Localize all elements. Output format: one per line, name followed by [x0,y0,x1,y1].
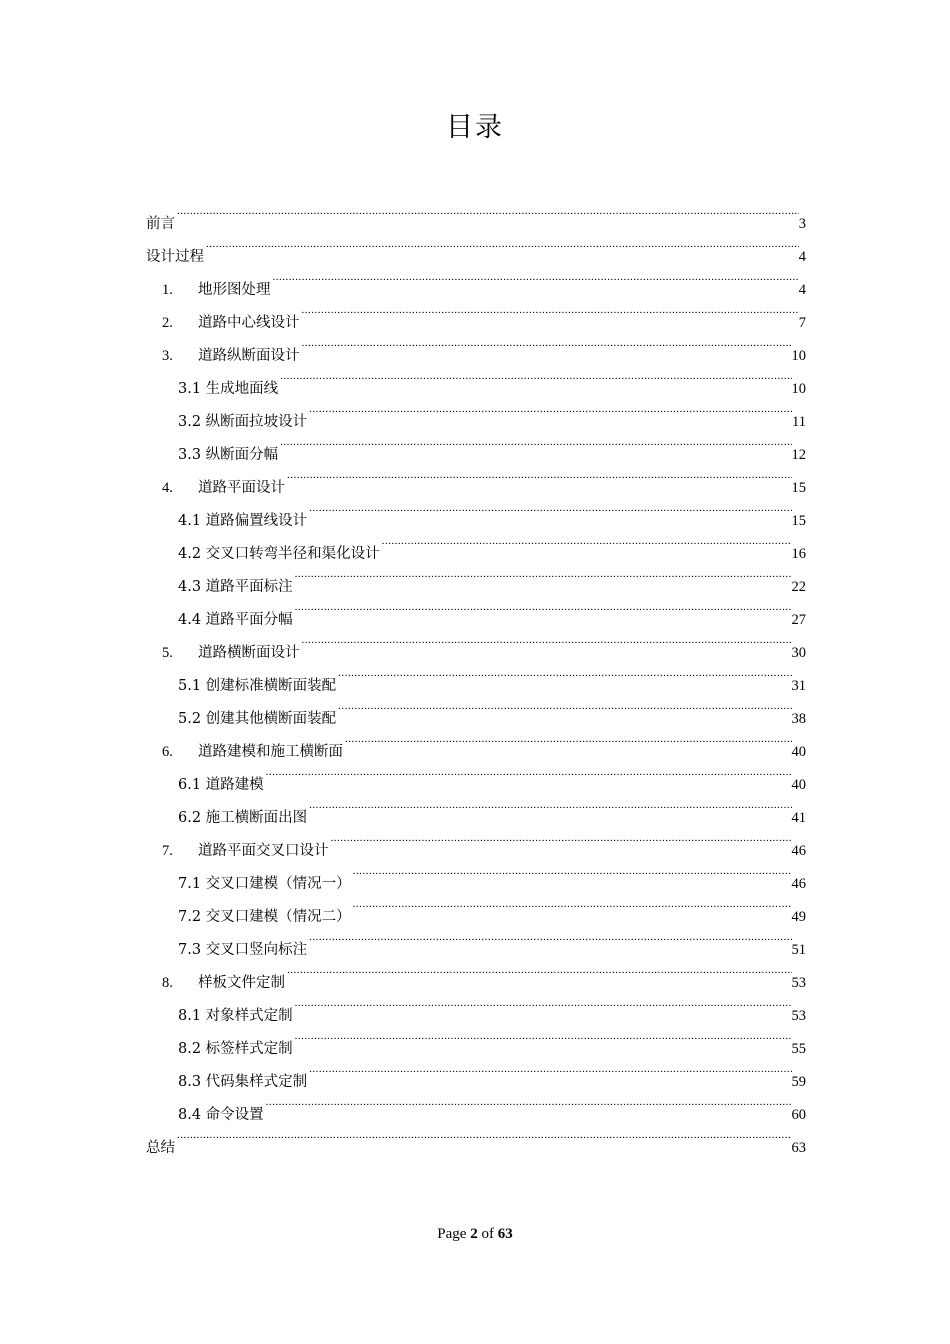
toc-entry-page: 4 [798,249,806,265]
toc-entry-number: 4. [162,480,173,496]
toc-entry-label: 7.2 交叉口建模（情况二） [178,909,351,925]
toc-entry-label: 前言 [146,216,175,232]
toc-entry-label: 3.2 纵断面拉坡设计 [178,414,308,430]
toc-entry-page: 4 [798,282,806,298]
toc-entry-label: 4.2 交叉口转弯半径和渠化设计 [178,546,380,562]
toc-dot-leader [177,195,799,228]
toc-dot-leader [295,591,792,624]
toc-entry-label: 5.2 创建其他横断面装配 [178,711,337,727]
toc-entry-label: 7.3 交叉口竖向标注 [178,942,308,958]
toc-dot-leader [302,294,799,327]
toc-dot-leader [309,1053,791,1086]
toc-entry-page: 10 [791,348,806,364]
toc-entry-label: 地形图处理 [198,282,271,298]
toc-dot-leader [287,459,792,492]
toc-dot-leader [280,360,791,393]
toc-entry-page: 31 [791,678,806,694]
toc-entry-label: 6.2 施工横断面出图 [178,810,308,826]
toc-entry-number: 1. [162,282,173,298]
toc-entry-label: 样板文件定制 [198,975,285,991]
toc-entry-label: 总结 [146,1140,175,1156]
toc-dot-leader [295,987,792,1020]
toc-entry-page: 41 [791,810,806,826]
page-title: 目录 [446,112,504,143]
toc-entry-page: 60 [791,1107,806,1123]
toc-entry-page: 40 [791,777,806,793]
page-footer [0,1226,950,1243]
toc-entry[interactable] [146,1119,806,1156]
toc-entry-label: 7.1 交叉口建模（情况一） [178,876,351,892]
toc-entry-page: 10 [791,381,806,397]
toc-entry-page: 59 [791,1074,806,1090]
toc-entry-label: 8.3 代码集样式定制 [178,1074,308,1090]
table-of-contents [146,195,806,1156]
toc-dot-leader [338,657,791,690]
toc-dot-leader [309,789,791,822]
toc-entry-page: 22 [791,579,806,595]
toc-entry-page: 27 [791,612,806,628]
toc-entry-page: 15 [791,480,806,496]
toc-entry-page: 3 [798,216,806,232]
toc-dot-leader [302,624,792,657]
toc-dot-leader [353,888,792,921]
toc-entry-label: 道路纵断面设计 [198,348,300,364]
toc-entry-page: 46 [791,876,806,892]
footer-total-pages: 63 [497,1226,513,1242]
toc-dot-leader [345,723,792,756]
footer-of: of [481,1226,494,1242]
toc-dot-leader [309,492,791,525]
toc-entry-page: 49 [791,909,806,925]
toc-entry-label: 5.1 创建标准横断面装配 [178,678,337,694]
toc-entry-number: 3. [162,348,173,364]
toc-entry-number: 7. [162,843,173,859]
toc-entry-page: 30 [791,645,806,661]
toc-entry-number: 5. [162,645,173,661]
toc-dot-leader [295,1020,792,1053]
toc-entry-page: 53 [791,975,806,991]
toc-entry-page: 46 [791,843,806,859]
toc-entry-label: 8.4 命令设置 [178,1107,264,1123]
toc-entry-number: 8. [162,975,173,991]
toc-dot-leader [287,954,792,987]
toc-entry-page: 38 [791,711,806,727]
toc-entry-label: 道路横断面设计 [198,645,300,661]
footer-current-page: 2 [470,1226,478,1242]
toc-entry[interactable] [146,228,806,265]
toc-dot-leader [309,393,792,426]
toc-entry-label: 6.1 道路建模 [178,777,264,793]
toc-dot-leader [338,690,791,723]
toc-entry-page: 15 [791,513,806,529]
toc-entry-page: 51 [791,942,806,958]
toc-dot-leader [280,426,791,459]
toc-entry-label: 道路平面设计 [198,480,285,496]
toc-entry-label: 4.4 道路平面分幅 [178,612,293,628]
toc-entry-label: 道路中心线设计 [198,315,300,331]
toc-entry-label: 道路平面交叉口设计 [198,843,329,859]
toc-entry[interactable] [146,195,806,232]
toc-dot-leader [302,327,792,360]
toc-dot-leader [273,261,799,294]
toc-entry-label: 4.3 道路平面标注 [178,579,293,595]
toc-entry-page: 12 [791,447,806,463]
toc-entry-page: 11 [792,414,806,430]
toc-entry-label: 4.1 道路偏置线设计 [178,513,308,529]
toc-entry-page: 63 [791,1140,806,1156]
toc-entry-page: 53 [791,1008,806,1024]
toc-dot-leader [295,558,792,591]
toc-dot-leader [331,822,792,855]
toc-dot-leader [353,855,792,888]
footer-prefix: Page [437,1226,467,1242]
toc-dot-leader [309,921,791,954]
toc-entry-number: 6. [162,744,173,760]
toc-dot-leader [266,756,792,789]
toc-entry-page: 7 [798,315,806,331]
toc-entry-number: 2. [162,315,173,331]
toc-entry-page: 40 [791,744,806,760]
toc-entry-page: 16 [791,546,806,562]
toc-entry-label: 3.3 纵断面分幅 [178,447,279,463]
toc-dot-leader [266,1086,792,1119]
toc-entry-label: 8.1 对象样式定制 [178,1008,293,1024]
toc-entry-page: 55 [791,1041,806,1057]
toc-entry-label: 3.1 生成地面线 [178,381,279,397]
toc-dot-leader [382,525,792,558]
toc-dot-leader [206,228,799,261]
toc-entry[interactable] [146,261,806,298]
toc-entry-label: 设计过程 [146,249,204,265]
toc-dot-leader [177,1119,792,1152]
toc-entry-label: 8.2 标签样式定制 [178,1041,293,1057]
toc-entry-label: 道路建模和施工横断面 [198,744,343,760]
